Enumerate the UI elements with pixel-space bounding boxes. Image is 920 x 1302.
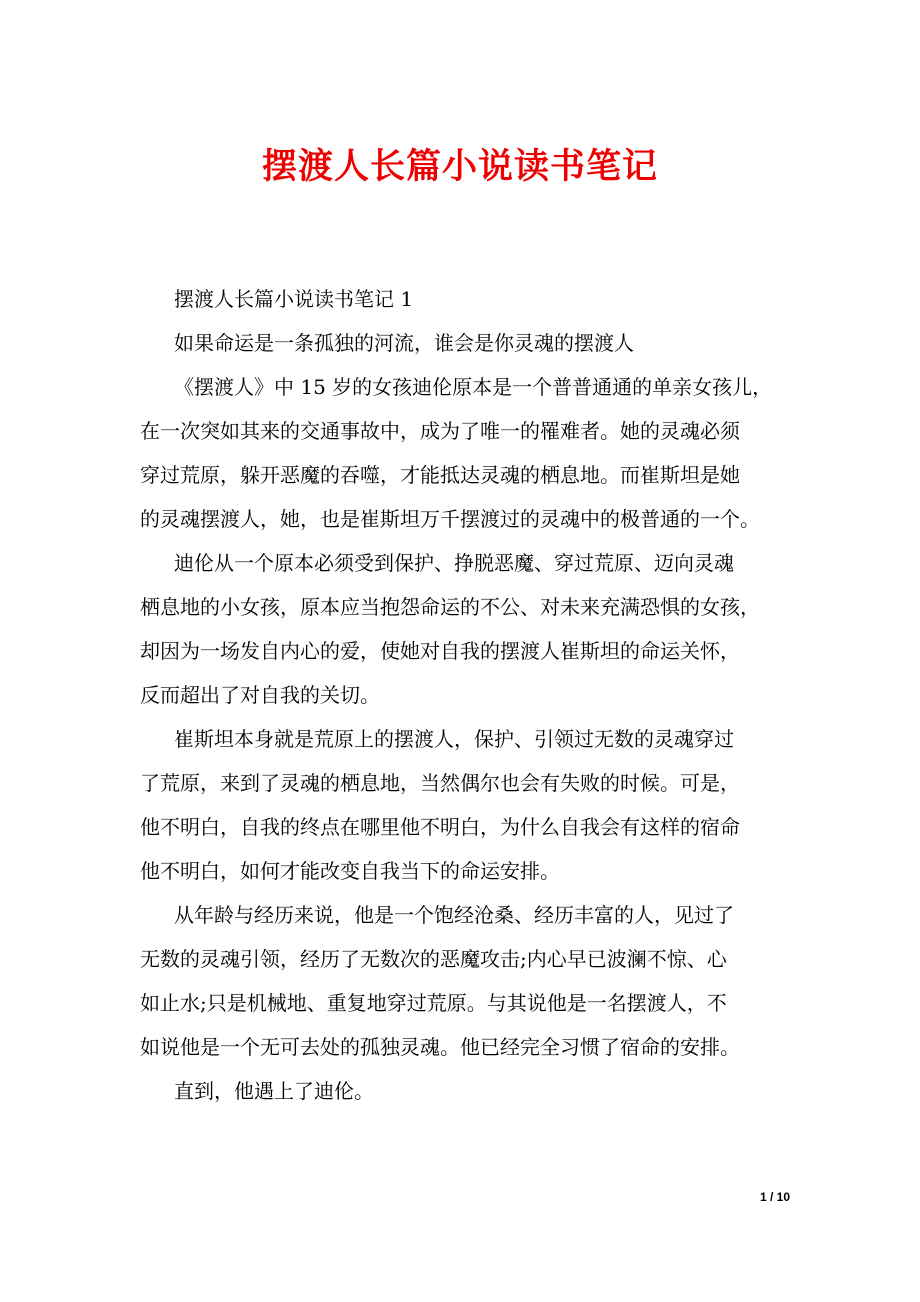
text-line: 摆渡人长篇小说读书笔记 1 (174, 287, 414, 311)
text-line: 在一次突如其来的交通事故中，成为了唯一的罹难者。她的灵魂必须 (140, 419, 740, 443)
text-line: 迪伦从一个原本必须受到保护、挣脱恶魔、穿过荒原、迈向灵魂 (174, 551, 734, 575)
text-line: 从年龄与经历来说，他是一个饱经沧桑、经历丰富的人，见过了 (174, 903, 734, 927)
text-line: 栖息地的小女孩，原本应当抱怨命运的不公、对未来充满恐惧的女孩， (140, 595, 760, 619)
page-number: 1 / 10 (759, 1190, 790, 1204)
text-line: 《摆渡人》中 15 岁的女孩迪伦原本是一个普普通通的单亲女孩儿， (174, 375, 773, 399)
text-line: 他不明白，如何才能改变自我当下的命运安排。 (140, 859, 560, 883)
text-line: 他不明白，自我的终点在哪里他不明白，为什么自我会有这样的宿命 (140, 815, 740, 839)
document-title: 摆渡人长篇小说读书笔记 (261, 146, 658, 187)
text-line: 如果命运是一条孤独的河流，谁会是你灵魂的摆渡人 (174, 331, 634, 355)
text-line: 崔斯坦本身就是荒原上的摆渡人，保护、引领过无数的灵魂穿过 (174, 727, 734, 751)
text-line: 无数的灵魂引领，经历了无数次的恶魔攻击;内心早已波澜不惊、心 (140, 947, 727, 971)
text-line: 穿过荒原，躲开恶魔的吞噬，才能抵达灵魂的栖息地。而崔斯坦是她 (140, 463, 740, 487)
text-line: 反而超出了对自我的关切。 (140, 683, 380, 707)
text-line: 的灵魂摆渡人，她，也是崔斯坦万千摆渡过的灵魂中的极普通的一个。 (140, 507, 760, 531)
text-line: 如止水;只是机械地、重复地穿过荒原。与其说他是一名摆渡人，不 (140, 991, 727, 1015)
text-line: 如说他是一个无可去处的孤独灵魂。他已经完全习惯了宿命的安排。 (140, 1035, 740, 1059)
text-line: 了荒原，来到了灵魂的栖息地，当然偶尔也会有失败的时候。可是， (140, 771, 740, 795)
text-line: 却因为一场发自内心的爱，使她对自我的摆渡人崔斯坦的命运关怀， (140, 639, 740, 663)
document-body (140, 277, 790, 1113)
text-line: 直到，他遇上了迪伦。 (174, 1079, 374, 1103)
